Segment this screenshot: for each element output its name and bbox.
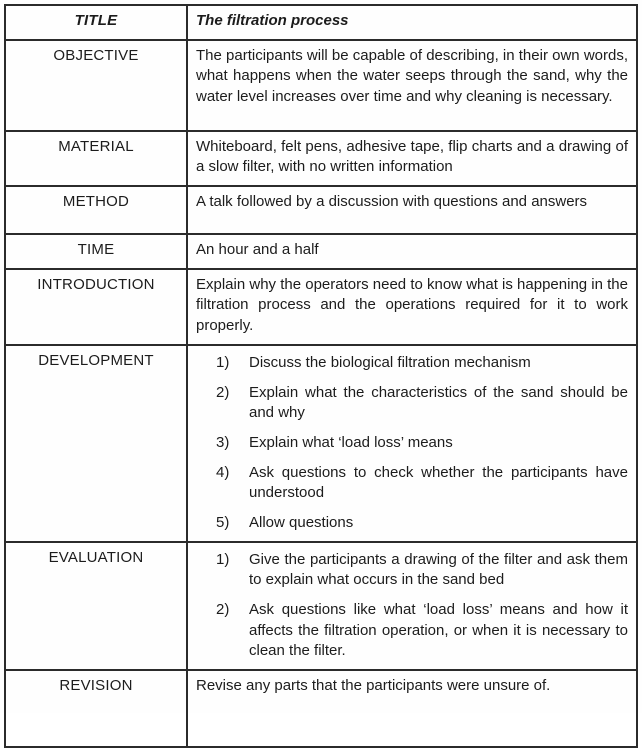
session-plan-table — [4, 4, 638, 748]
row-value-revision: Revise any parts that the participants were unsure of. — [187, 670, 637, 747]
table-row — [5, 186, 637, 234]
list-item-number: 2) — [216, 383, 230, 401]
row-value-development — [187, 345, 637, 542]
list-item-text: Ask questions to check whether the participants have understood — [249, 463, 628, 502]
table-row — [5, 131, 637, 186]
table-row — [5, 234, 637, 269]
list-item-number: 5) — [216, 513, 230, 531]
list-item-text: Explain what ‘load loss’ means — [249, 433, 453, 451]
list-item-number: 1) — [216, 550, 230, 568]
table-row — [5, 670, 637, 747]
row-value-objective: The participants will be capable of describing, in their own words, what happens when the water seeps through the sand, why the water level increases over time and why cleaning is necessary. — [187, 40, 637, 131]
list-item — [216, 550, 628, 591]
table-row — [5, 542, 637, 670]
list-item-text: Allow questions — [249, 513, 354, 531]
list-item-text: Give the participants a drawing of the filter and ask them to explain what occurs in the sand bed — [249, 550, 628, 589]
row-value-material: Whiteboard, felt pens, adhesive tape, flip charts and a drawing of a slow filter, with no written information — [187, 131, 637, 186]
list-item — [216, 383, 628, 424]
table-row — [5, 269, 637, 345]
row-label-evaluation: EVALUATION — [5, 542, 187, 670]
row-value-evaluation — [187, 542, 637, 670]
row-value-method: A talk followed by a discussion with questions and answers — [187, 186, 637, 234]
list-item-number: 3) — [216, 433, 230, 451]
row-label-time: TIME — [5, 234, 187, 269]
row-label-revision: REVISION — [5, 670, 187, 747]
list-item — [216, 463, 628, 504]
list-item-number: 1) — [216, 353, 230, 371]
row-label-development: DEVELOPMENT — [5, 345, 187, 542]
list-item — [216, 513, 628, 534]
list-item-number: 2) — [216, 601, 230, 618]
list-item-text: Discuss the biological filtration mechanism — [249, 353, 531, 371]
table-body — [5, 5, 637, 747]
table-row — [5, 345, 637, 542]
row-label-introduction: INTRODUCTION — [5, 269, 187, 345]
list-item-number: 4) — [216, 463, 230, 481]
row-value-time: An hour and a half — [187, 234, 637, 269]
table-row — [5, 5, 637, 40]
list-item-text: Ask questions like what ‘load loss’ means and how it affects the filtration operation, or when it is necessary to clean the filter. — [249, 601, 628, 660]
list-item-text: Explain what the characteristics of the sand should be and why — [249, 383, 628, 422]
list-item — [216, 353, 628, 374]
list-item — [216, 600, 628, 662]
list-item — [216, 433, 628, 454]
title-value: The filtration process — [187, 5, 637, 40]
row-label-material: MATERIAL — [5, 131, 187, 186]
row-label-objective: OBJECTIVE — [5, 40, 187, 131]
row-label-method: METHOD — [5, 186, 187, 234]
table-row — [5, 40, 637, 131]
row-value-introduction: Explain why the operators need to know what is happening in the filtration process and the operations required for it to work properly. — [187, 269, 637, 345]
numbered-list — [196, 550, 628, 662]
row-label-title: TITLE — [5, 5, 187, 40]
numbered-list — [196, 353, 628, 534]
